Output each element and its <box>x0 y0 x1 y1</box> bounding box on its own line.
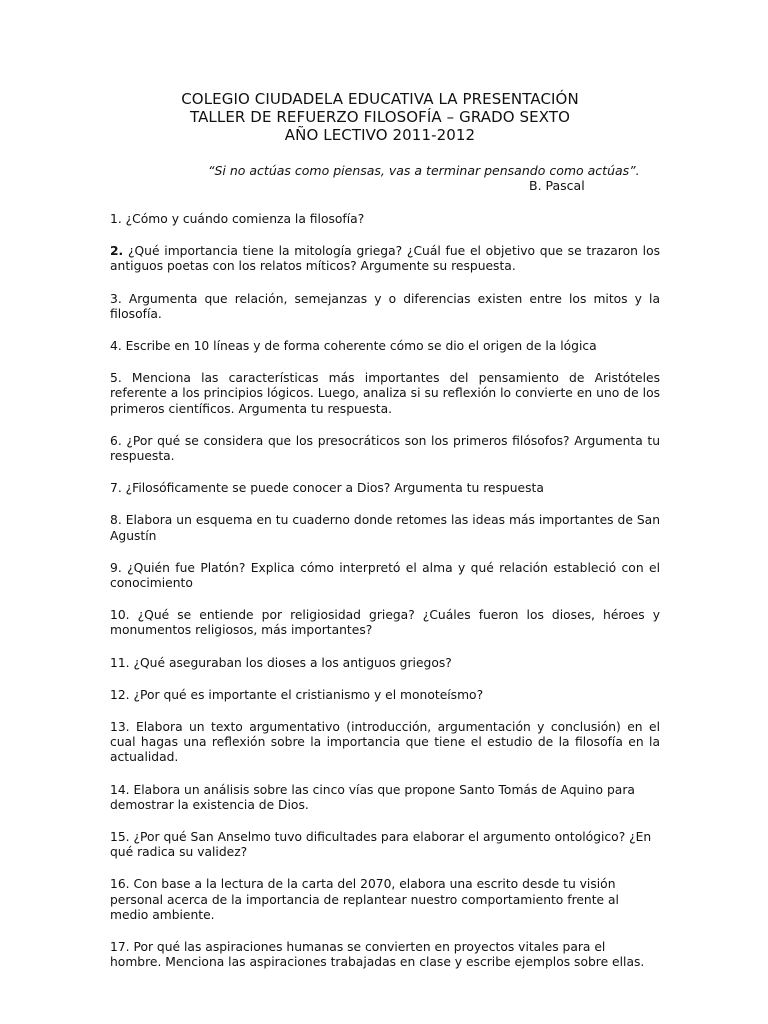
school-name: COLEGIO CIUDADELA EDUCATIVA LA PRESENTACIÓN <box>181 90 579 108</box>
question-text: Elabora un análisis sobre las cinco vías que propone Santo Tomás de Aquino para demostrar la existencia de Dios. <box>110 782 635 812</box>
question-number: 3. <box>110 291 122 306</box>
question-text: ¿Por qué se considera que los presocráticos son los primeros filósofos? Argumenta tu respuesta. <box>110 433 660 464</box>
question-text: Elabora un texto argumentativo (introducción, argumentación y conclusión) en el cual hagas una reflexión sobre la importancia que tiene el estudio de la filosofía en la actualidad. <box>110 720 660 765</box>
question-number: 12. <box>110 687 130 702</box>
question-item <box>110 339 660 354</box>
question-list <box>110 212 660 988</box>
question-item <box>110 940 660 970</box>
question-item <box>110 292 660 322</box>
question-text: ¿Por qué San Anselmo tuvo dificultades para elaborar el argumento ontológico? ¿En qué radica su validez? <box>110 830 652 860</box>
epigraph-author: B. Pascal <box>529 178 585 193</box>
question-number: 16. <box>110 877 130 892</box>
question-text: ¿Qué importancia tiene la mitología griega? ¿Cuál fue el objetivo que se trazaron los antiguos poetas con los relatos míticos? Argumente su respuesta. <box>110 244 660 274</box>
question-text: ¿Cómo y cuándo comienza la filosofía? <box>121 212 365 226</box>
question-item <box>110 688 660 703</box>
question-item <box>110 720 660 766</box>
question-item <box>110 877 660 923</box>
question-number: 4. <box>110 339 122 354</box>
question-number: 14. <box>110 782 130 797</box>
question-text: Menciona las características más importantes del pensamiento de Aristóteles referente a los principios lógicos. Luego, analiza si su reflexión lo convierte en uno de los primeros científicos. Argumenta tu respuesta. <box>110 371 660 416</box>
question-text: Elabora un esquema en tu cuaderno donde retomes las ideas más importantes de San Agustín <box>110 513 660 543</box>
question-number: 13. <box>110 720 130 735</box>
question-text: Con base a la lectura de la carta del 2070, elabora una escrito desde tu visión personal acerca de la importancia de replantear nuestro comportamiento frente al medio ambiente. <box>110 877 619 922</box>
question-item <box>110 830 660 860</box>
document-header <box>170 90 590 144</box>
question-number: 7. <box>110 481 122 496</box>
question-item <box>110 212 660 227</box>
question-text: ¿Qué se entiende por religiosidad griega? ¿Cuáles fueron los dioses, héroes y monumentos religiosos, más importantes? <box>110 608 660 638</box>
question-item <box>110 434 660 464</box>
question-item <box>110 783 660 813</box>
question-item <box>110 513 660 543</box>
school-year: AÑO LECTIVO 2011-2012 <box>284 126 476 144</box>
question-number: 1. <box>110 212 122 226</box>
question-text: Por qué las aspiraciones humanas se convierten en proyectos vitales para el hombre. Menciona las aspiraciones trabajadas en clase y escribe ejemplos sobre ellas. <box>110 940 645 970</box>
question-text: ¿Quién fue Platón? Explica cómo interpretó el alma y qué relación estableció con el conocimiento <box>110 560 660 591</box>
question-item <box>110 244 660 274</box>
question-number: 2. <box>110 244 124 259</box>
question-number: 8. <box>110 513 122 528</box>
question-item <box>110 561 660 591</box>
question-number: 17. <box>110 940 130 955</box>
question-text: ¿Filosóficamente se puede conocer a Dios? Argumenta tu respuesta <box>121 481 544 496</box>
question-number: 6. <box>110 433 122 448</box>
question-item <box>110 656 660 671</box>
question-text: ¿Qué aseguraban los dioses a los antiguos griegos? <box>129 655 452 670</box>
question-number: 5. <box>110 371 122 386</box>
question-number: 15. <box>110 830 130 845</box>
question-item <box>110 608 660 638</box>
question-number: 10. <box>110 608 130 623</box>
question-item <box>110 481 660 496</box>
question-text: Argumenta que relación, semejanzas y o diferencias existen entre los mitos y la filosofía. <box>110 291 660 321</box>
question-text: ¿Por qué es importante el cristianismo y el monoteísmo? <box>129 687 484 702</box>
question-item <box>110 371 660 417</box>
question-number: 11. <box>110 655 130 670</box>
question-text: Escribe en 10 líneas y de forma coherente cómo se dio el origen de la lógica <box>121 339 597 354</box>
question-number: 9. <box>110 560 122 575</box>
epigraph-quote: “Si no actúas como piensas, vas a terminar pensando como actúas”. <box>208 163 640 178</box>
workshop-title: TALLER DE REFUERZO FILOSOFÍA – GRADO SEXTO <box>189 108 571 126</box>
